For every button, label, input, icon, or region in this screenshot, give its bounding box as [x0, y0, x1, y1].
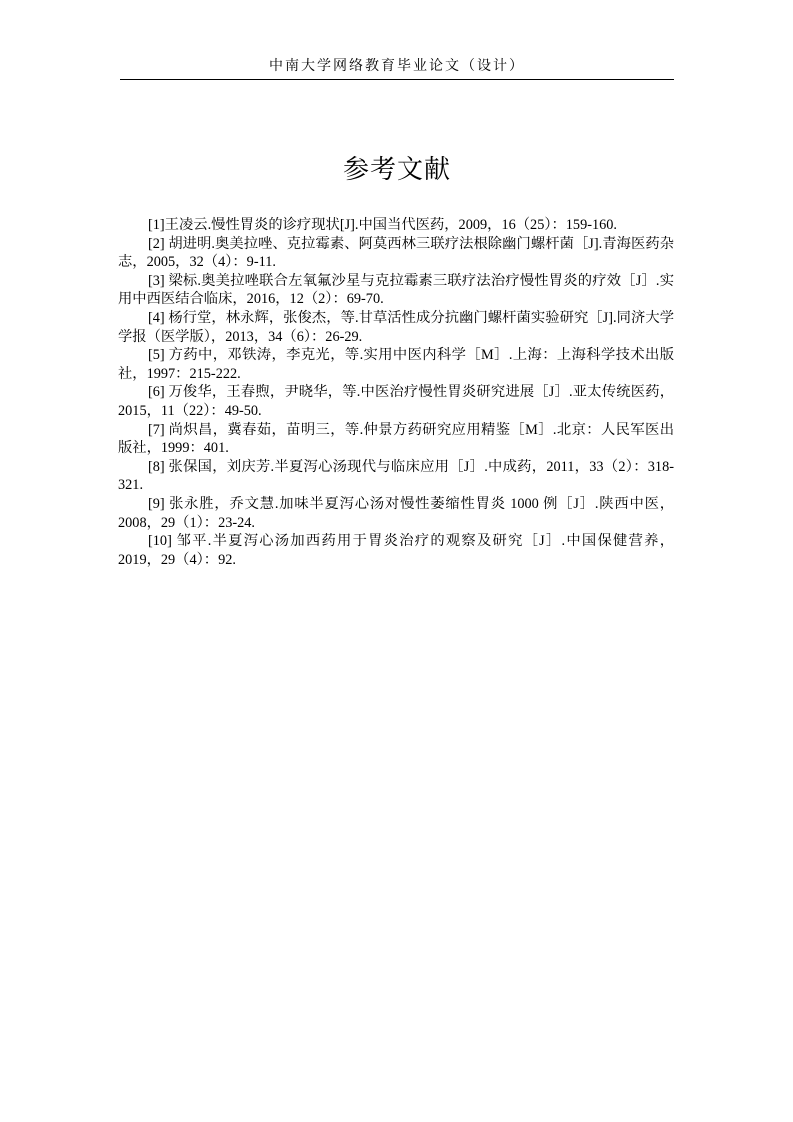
header-rule: [120, 79, 674, 80]
reference-list: [118, 216, 674, 569]
reference-item-7: [7] 尚炽昌，冀春茹，苗明三，等.仲景方药研究应用精鉴［M］.北京：人民军医出版社，1999：401.: [118, 421, 674, 457]
reference-item-6: [6] 万俊华，王春煦，尹晓华，等.中医治疗慢性胃炎研究进展［J］.亚太传统医药，2015，11（22）：49-50.: [118, 384, 674, 419]
reference-item-9: [9] 张永胜，乔文慧.加味半夏泻心汤对慢性萎缩性胃炎 1000 例［J］.陕西中医，2008，29（1）：23-24.: [118, 495, 674, 531]
reference-item-8: [8] 张保国，刘庆芳.半夏泻心汤现代与临床应用［J］.中成药，2011，33（2）：318-321.: [118, 458, 674, 494]
running-header: 中南大学网络教育毕业论文（设计）: [269, 59, 525, 74]
reference-item-3: [3] 梁标.奥美拉唑联合左氧氟沙星与克拉霉素三联疗法治疗慢性胃炎的疗效［J］.实用中西医结合临床，2016，12（2）：69-70.: [118, 272, 674, 308]
reference-item-5: [5] 方药中，邓铁涛，李克光，等.实用中医内科学［M］.上海：上海科学技术出版社，1997：215-222.: [118, 347, 674, 382]
page-title: 参考文献: [342, 155, 451, 184]
reference-item-2: [2] 胡进明.奥美拉唑、克拉霉素、阿莫西林三联疗法根除幽门螺杆菌［J].青海医药杂志，2005，32（4）：9-11.: [118, 235, 674, 271]
reference-item-1: [1]王凌云.慢性胃炎的诊疗现状[J].中国当代医药，2009，16（25）：159-160.: [148, 217, 618, 233]
reference-item-10: [10] 邹平.半夏泻心汤加西药用于胃炎治疗的观察及研究［J］.中国保健营养，2019，29（4）：92.: [118, 533, 674, 568]
reference-item-4: [4] 杨行堂，林永辉，张俊杰，等.甘草活性成分抗幽门螺杆菌实验研究［J].同济大学学报（医学版），2013，34（6）：26-29.: [118, 309, 674, 345]
